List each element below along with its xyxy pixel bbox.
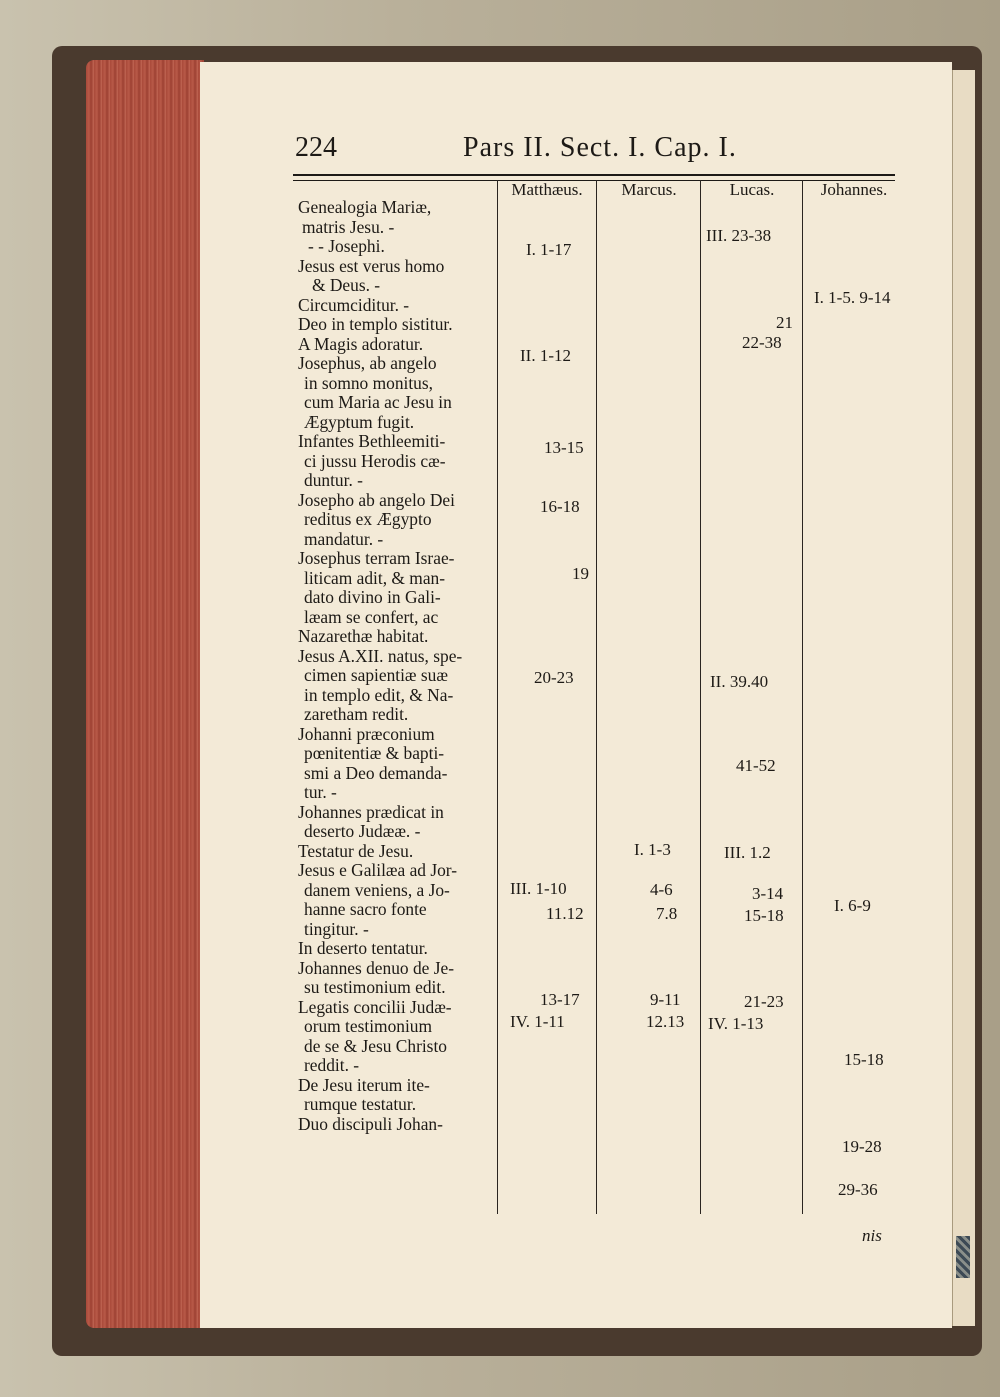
subject-entry: in somno monitus, — [304, 372, 433, 393]
matthaeus-ref: II. 1-12 — [520, 346, 571, 365]
matthaeus-ref: 13-15 — [544, 438, 584, 457]
subject-entry: Duo discipuli Johan- — [298, 1113, 443, 1134]
lucas-ref: 15-18 — [744, 906, 784, 925]
page-header — [295, 132, 895, 172]
subject-entry: tur. - — [304, 782, 337, 802]
subject-entry: dato divino in Gali- — [304, 587, 441, 607]
matthaeus-ref: III. 1-10 — [510, 879, 567, 898]
column-header-johannes: Johannes. — [820, 180, 888, 199]
subject-entry: In deserto tentatur. — [298, 938, 428, 958]
page-edges — [86, 60, 204, 1328]
subject-entry: De Jesu iterum ite- — [298, 1074, 430, 1095]
subject-entry: Jesus est verus homo — [298, 255, 445, 276]
subject-entry: Nazarethæ habitat. — [298, 626, 429, 646]
bookmark-ribbon — [956, 1236, 970, 1278]
subject-entry: Johannes prædicat in — [298, 801, 444, 822]
subject-entry: duntur. - — [304, 470, 363, 490]
matthaeus-ref: IV. 1-11 — [510, 1012, 565, 1031]
subject-entry: Josepho ab angelo Dei — [298, 489, 455, 510]
subject-entry: Ægyptum fugit. — [304, 411, 415, 432]
matthaeus-ref: 19 — [572, 564, 589, 583]
lucas-ref: 22-38 — [742, 333, 782, 352]
subject-entry: Infantes Bethleemiti- — [298, 431, 446, 451]
subject-entry: de se & Jesu Christo — [304, 1035, 447, 1056]
subject-entry: reditus ex Ægypto — [304, 509, 432, 529]
marcus-ref: 12.13 — [646, 1012, 685, 1031]
subject-entry: tingitur. - — [304, 918, 369, 939]
subject-entry: Johanni præconium — [298, 723, 435, 744]
column-divider — [596, 180, 597, 1214]
subject-entry: Jesus A.XII. natus, spe- — [298, 645, 463, 666]
column-divider — [700, 180, 701, 1214]
johannes-ref: 19-28 — [842, 1137, 882, 1156]
lucas-ref: 21-23 — [744, 992, 784, 1011]
column-header-matthaeus: Matthæus. — [511, 180, 583, 199]
johannes-ref: I. 1-5. 9-14 — [814, 288, 891, 307]
subject-column — [298, 198, 498, 1134]
matthaeus-ref: 20-23 — [534, 668, 574, 687]
subject-entry: matris Jesu. - — [302, 216, 395, 237]
subject-entry: Johannes denuo de Je- — [298, 957, 454, 978]
column-divider — [802, 180, 803, 1214]
johannes-ref: 15-18 — [844, 1050, 884, 1069]
subject-entry: deserto Judææ. - — [304, 821, 421, 841]
subject-entry: danem veniens, a Jo- — [304, 879, 450, 900]
lucas-ref: 41-52 — [736, 756, 776, 775]
column-header-lucas: Lucas. — [729, 180, 775, 199]
subject-entry: - - Josephi. — [308, 236, 385, 256]
subject-entry: pœnitentiæ & bapti- — [304, 743, 445, 763]
lucas-ref: 21 — [776, 313, 793, 332]
johannes-ref: I. 6-9 — [834, 896, 871, 915]
subject-entry: orum testimonium — [304, 1016, 433, 1036]
subject-entry: læam se confert, ac — [304, 606, 439, 627]
subject-entry: Deo in templo sistitur. — [298, 314, 453, 334]
running-title: Pars II. Sect. I. Cap. I. — [463, 132, 737, 163]
matthaeus-ref: 13-17 — [540, 990, 580, 1009]
lucas-ref: IV. 1-13 — [708, 1014, 764, 1033]
matthaeus-ref: 16-18 — [540, 497, 580, 516]
subject-entry: cum Maria ac Jesu in — [304, 392, 452, 412]
subject-entry: Josephus terram Israe- — [298, 548, 455, 568]
subject-entry: mandatur. - — [304, 528, 384, 549]
subject-entry: in templo edit, & Na- — [304, 684, 454, 705]
johannes-ref: 29-36 — [838, 1180, 878, 1199]
subject-entry: smi a Deo demanda- — [304, 762, 448, 783]
subject-entry: reddit. - — [304, 1055, 360, 1075]
subject-entry: rumque testatur. — [304, 1094, 417, 1114]
header-rule — [293, 174, 895, 181]
lucas-ref: II. 39.40 — [710, 672, 769, 691]
marcus-ref: 9-11 — [650, 990, 681, 1009]
matthaeus-ref: I. 1-17 — [526, 240, 572, 259]
facing-page-edge — [952, 70, 975, 1326]
catchword: nis — [862, 1226, 882, 1245]
subject-entry: Circumciditur. - — [298, 294, 410, 315]
subject-entry: & Deus. - — [312, 275, 381, 295]
lucas-ref: III. 1.2 — [724, 843, 771, 862]
marcus-ref: I. 1-3 — [634, 840, 671, 859]
subject-entry: Jesus e Galilæa ad Jor- — [298, 860, 458, 880]
lucas-ref: III. 23-38 — [706, 226, 772, 245]
subject-entry: liticam adit, & man- — [304, 567, 446, 588]
subject-entry: cimen sapientiæ suæ — [304, 665, 448, 685]
column-header-marcus: Marcus. — [621, 180, 677, 199]
page-number: 224 — [295, 132, 337, 163]
subject-entry: A Magis adoratur. — [298, 333, 424, 354]
matthaeus-ref: 11.12 — [546, 904, 584, 923]
subject-entry: Testatur de Jesu. — [298, 840, 414, 861]
subject-entry: Legatis concilii Judæ- — [298, 996, 452, 1017]
subject-entry: zaretham redit. — [304, 704, 409, 724]
lucas-ref: 3-14 — [752, 884, 784, 903]
marcus-ref: 7.8 — [656, 904, 678, 923]
subject-entry: su testimonium edit. — [304, 977, 446, 997]
subject-entry: hanne sacro fonte — [304, 899, 427, 919]
subject-entry: ci jussu Herodis cæ- — [304, 450, 446, 471]
subject-entry: Genealogia Mariæ, — [298, 197, 432, 217]
subject-entry: Josephus, ab angelo — [298, 353, 437, 373]
marcus-ref: 4-6 — [650, 880, 673, 899]
